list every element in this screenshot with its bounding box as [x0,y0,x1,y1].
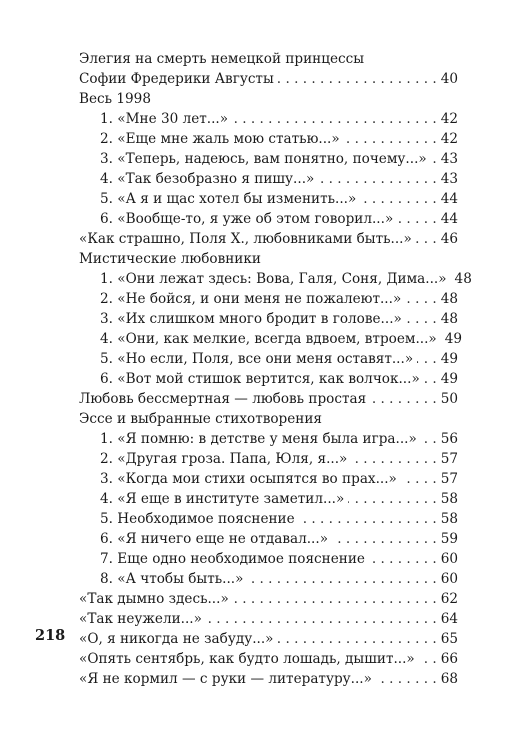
toc-entry [79,229,458,249]
toc-entry [79,389,458,409]
toc-entry-title: 1. «Они лежат здесь: Вова, Галя, Соня, Дима...» [100,271,447,287]
toc-entry-title: 4. «Они, как мелкие, всегда вдвоем, втроем...» [100,331,437,347]
toc-entry-page: 42 [440,131,458,147]
toc-subentry [79,129,458,149]
dot-leader [397,209,436,229]
toc-subentry [79,369,458,389]
toc-entry-page: 48 [440,291,458,307]
toc-entry-title: 2. «Не бойся, и они меня не пожалеют...» [100,291,402,307]
toc-entry-title: 3. «Их слишком много бродит в голове...» [100,311,402,327]
toc-entry-page: 50 [440,391,458,407]
toc-subentry [79,489,458,509]
toc-entry-title: Элегия на смерть немецкой принцессы [79,51,365,67]
toc-entry-page: 65 [440,631,458,647]
toc-entry-title: «Так дымно здесь...» [79,591,229,607]
toc-entry-page: 48 [454,271,472,287]
toc-entry-title: Мистические любовники [79,251,261,267]
toc-entry-title: 8. «А чтобы быть...» [100,571,244,587]
dot-leader [278,69,437,89]
dot-leader [348,489,436,509]
toc-entry-title: 4. «Я еще в институте заметил...» [100,491,345,507]
toc-entry-page: 56 [440,431,458,447]
toc-entry-page: 49 [444,331,463,347]
dot-leader [360,189,436,209]
dot-leader [424,369,437,389]
dot-leader [232,109,437,129]
toc-entry-page: 44 [440,211,458,227]
toc-entry-page: 64 [440,611,458,627]
toc-entry-title: 2. «Другая гроза. Папа, Юля, я...» [100,451,348,467]
dot-leader [299,509,437,529]
dot-leader [351,449,436,469]
dot-leader [406,309,437,329]
dot-leader [370,389,437,409]
toc-subentry [79,549,458,569]
toc-entry-page: 57 [440,471,458,487]
dot-leader [344,129,437,149]
toc-subentry [79,149,458,169]
toc-subentry [79,289,458,309]
toc-entry-title: 6. «Вообще-то, я уже об этом говорил...» [100,211,394,227]
toc-subentry [79,429,458,449]
toc-entry-title: Любовь бессмертная — любовь простая [79,391,367,407]
toc-subentry [79,529,458,549]
toc-entry-page: 43 [440,151,458,167]
toc-entry-title: Весь 1998 [79,91,151,107]
toc-subentry [79,209,458,229]
toc-subentry [79,169,458,189]
toc-subentry [79,109,458,129]
toc-entry-page: 49 [440,351,458,367]
toc-entry-page: 40 [440,71,458,87]
toc-subentry [79,509,458,529]
toc-entry-title: 1. «Я помню: в детстве у меня была игра...» [100,431,417,447]
dot-leader [376,669,437,689]
toc-entry [79,589,458,609]
toc-entry-page: 68 [440,671,458,687]
dot-leader [278,629,437,649]
toc-entry-page: 66 [440,651,458,667]
toc-entry [79,89,458,109]
dot-leader [247,569,436,589]
dot-leader [431,149,437,169]
toc-entry-title: «Я не кормил — с руки — литературу...» [79,671,372,687]
toc-entry [79,669,458,689]
toc-subentry [79,569,458,589]
toc-entry-page: 59 [440,531,458,547]
dot-leader [405,289,436,309]
toc-entry-title: 5. Необходимое пояснение [100,511,295,527]
toc-entry [79,609,458,629]
toc-subentry [79,329,463,349]
dot-leader [401,469,437,489]
toc-subentry [79,449,458,469]
toc-entry-page: 58 [440,511,458,527]
toc-entry-page: 48 [440,311,458,327]
toc-entry-title: 4. «Так безобразно я пишу...» [100,171,315,187]
toc-subentry [79,469,458,489]
dot-leader [332,529,437,549]
toc-entry-title: 3. «Когда мои стихи осыпятся во прах...» [100,471,397,487]
toc-subentry [79,309,458,329]
toc-entry-page: 58 [440,491,458,507]
toc-entry [79,649,458,669]
toc-entry-page: 44 [440,191,458,207]
table-of-contents [79,49,472,689]
toc-subentry [79,269,472,289]
dot-leader [206,609,437,629]
toc-entry [79,49,458,69]
toc-entry-title: Эссе и выбранные стихотворения [79,411,322,427]
toc-subentry [79,189,458,209]
toc-entry-title: 7. Еще одно необходимое пояснение [100,551,365,567]
toc-entry-page: 60 [440,571,458,587]
toc-entry-page: 42 [440,111,458,127]
dot-leader [369,549,437,569]
dot-leader [318,169,436,189]
toc-entry-title: Софии Фредерики Августы [79,71,274,87]
dot-leader [233,589,437,609]
toc-entry-page: 62 [440,591,458,607]
page-number: 218 [35,627,66,644]
toc-subentry [79,349,458,369]
toc-entry-title: 5. «А я и щас хотел бы изменить...» [100,191,357,207]
toc-entry-title: 6. «Вот мой стишок вертится, как волчок...» [100,371,420,387]
dot-leader [419,649,437,669]
toc-entry-page: 49 [440,371,458,387]
toc-entry-page: 60 [440,551,458,567]
toc-entry-title: «Опять сентябрь, как будто лошадь, дышит...» [79,651,415,667]
toc-entry-title: 3. «Теперь, надеюсь, вам понятно, почему...» [100,151,427,167]
dot-leader [416,229,437,249]
toc-entry [79,409,458,429]
dot-leader [421,429,437,449]
toc-entry-title: «Как страшно, Поля Х., любовниками быть...» [79,231,412,247]
dot-leader [417,349,437,369]
toc-entry-page: 57 [440,451,458,467]
toc-entry-title: 6. «Я ничего еще не отдавал...» [100,531,329,547]
toc-entry-title: 2. «Еще мне жаль мою статью...» [100,131,340,147]
toc-entry-title: 5. «Но если, Поля, все они меня оставят...» [100,351,414,367]
toc-entry [79,69,458,89]
toc-entry-title: «О, я никогда не забуду...» [79,631,274,647]
toc-entry-title: «Так неужели...» [79,611,202,627]
toc-entry [79,629,458,649]
toc-entry-title: 1. «Мне 30 лет...» [100,111,229,127]
toc-entry-page: 43 [440,171,458,187]
toc-entry [79,249,458,269]
toc-entry-page: 46 [440,231,458,247]
